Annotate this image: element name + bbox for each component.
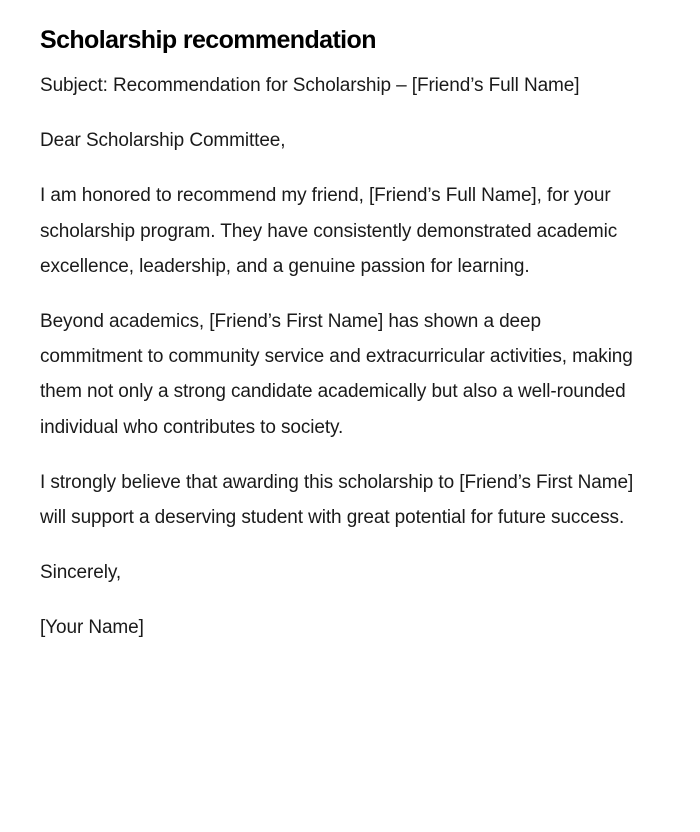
document-title: Scholarship recommendation bbox=[40, 26, 376, 54]
salutation: Dear Scholarship Committee, bbox=[40, 130, 286, 152]
subject-line: Subject: Recommendation for Scholarship – [Friend’s Full Name] bbox=[40, 75, 580, 96]
body-paragraph: Beyond academics, [Friend’s First Name] has shown a deep commitment to community service and extracurricular activities, making them not only a strong candidate academically but also a well-rounded individual who contributes to society. bbox=[40, 311, 633, 438]
signature: [Your Name] bbox=[40, 617, 144, 639]
body-paragraph: I am honored to recommend my friend, [Friend’s Full Name], for your scholarship program. They have consistently demonstrated academic excellence, leadership, and a genuine passion for learning. bbox=[40, 185, 618, 277]
closing: Sincerely, bbox=[40, 562, 122, 584]
document-body bbox=[40, 22, 640, 666]
body-paragraph: I strongly believe that awarding this scholarship to [Friend’s First Name] will support a deserving student with great potential for future success. bbox=[40, 471, 634, 529]
